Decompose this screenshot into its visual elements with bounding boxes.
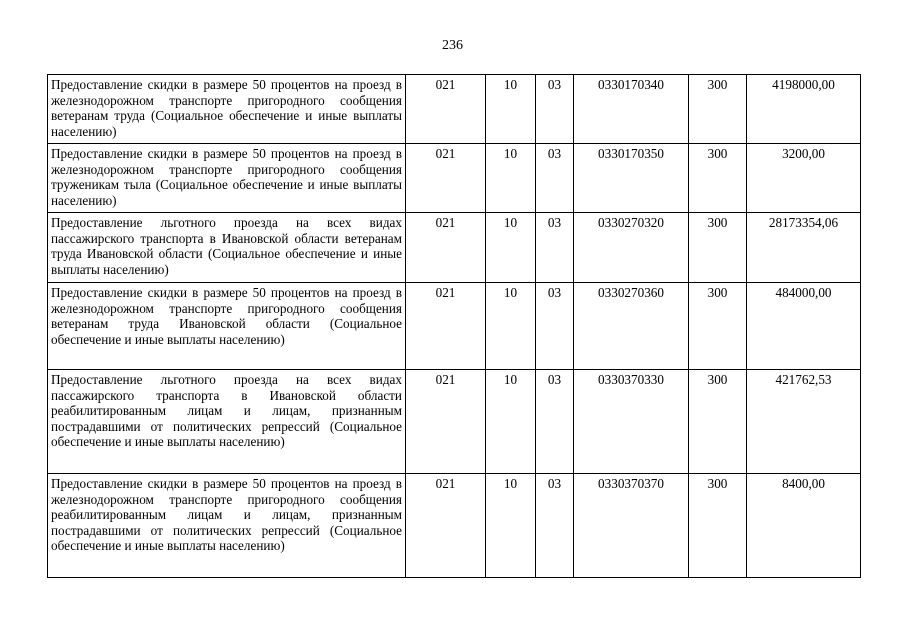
- subsection-code-cell: 03: [536, 474, 574, 578]
- ministry-code-cell: 021: [406, 213, 486, 283]
- expense-type-cell: 300: [689, 283, 747, 370]
- subsection-code-cell: 03: [536, 283, 574, 370]
- target-code-cell: 0330370370: [574, 474, 689, 578]
- subsection-code-cell: 03: [536, 213, 574, 283]
- amount-cell: 484000,00: [747, 283, 861, 370]
- ministry-code-cell: 021: [406, 370, 486, 474]
- subsection-code-cell: 03: [536, 144, 574, 213]
- subsection-code-cell: 03: [536, 370, 574, 474]
- ministry-code-cell: 021: [406, 474, 486, 578]
- target-code-cell: 0330270360: [574, 283, 689, 370]
- ministry-code-cell: 021: [406, 144, 486, 213]
- table-row: [48, 283, 861, 370]
- expense-type-cell: 300: [689, 370, 747, 474]
- description-cell: Предоставление скидки в размере 50 процентов на проезд в железнодорожном транспорте пригородного сообщения ветеранам труда Ивановской области (Социальное обеспечение и иные выплаты населению): [48, 283, 406, 370]
- table-row: [48, 213, 861, 283]
- amount-cell: 4198000,00: [747, 75, 861, 144]
- description-cell: Предоставление скидки в размере 50 процентов на проезд в железнодорожном транспорте пригородного сообщения реабилитированным лицам и лицам, признанным пострадавшими от политических репрессий (Социальное обеспечение и иные выплаты населению): [48, 474, 406, 578]
- section-code-cell: 10: [486, 75, 536, 144]
- table-row: [48, 474, 861, 578]
- target-code-cell: 0330370330: [574, 370, 689, 474]
- amount-cell: 3200,00: [747, 144, 861, 213]
- amount-cell: 8400,00: [747, 474, 861, 578]
- amount-cell: 28173354,06: [747, 213, 861, 283]
- subsection-code-cell: 03: [536, 75, 574, 144]
- section-code-cell: 10: [486, 144, 536, 213]
- description-cell: Предоставление льготного проезда на всех видах пассажирского транспорта в Ивановской области реабилитированным лицам и лицам, признанным пострадавшими от политических репрессий (Социальное обеспечение и иные выплаты населению): [48, 370, 406, 474]
- target-code-cell: 0330270320: [574, 213, 689, 283]
- target-code-cell: 0330170350: [574, 144, 689, 213]
- page-number: 236: [442, 38, 463, 53]
- description-cell: Предоставление скидки в размере 50 процентов на проезд в железнодорожном транспорте пригородного сообщения труженикам тыла (Социальное обеспечение и иные выплаты населению): [48, 144, 406, 213]
- section-code-cell: 10: [486, 474, 536, 578]
- table-row: [48, 370, 861, 474]
- amount-cell: 421762,53: [747, 370, 861, 474]
- description-cell: Предоставление льготного проезда на всех видах пассажирского транспорта в Ивановской области ветеранам труда Ивановской области (Социальное обеспечение и иные выплаты населению): [48, 213, 406, 283]
- expense-type-cell: 300: [689, 75, 747, 144]
- table-row: [48, 75, 861, 144]
- ministry-code-cell: 021: [406, 283, 486, 370]
- description-cell: Предоставление скидки в размере 50 процентов на проезд в железнодорожном транспорте пригородного сообщения ветеранам труда (Социальное обеспечение и иные выплаты населению): [48, 75, 406, 144]
- section-code-cell: 10: [486, 213, 536, 283]
- table-row: [48, 144, 861, 213]
- target-code-cell: 0330170340: [574, 75, 689, 144]
- ministry-code-cell: 021: [406, 75, 486, 144]
- expense-type-cell: 300: [689, 474, 747, 578]
- expense-type-cell: 300: [689, 144, 747, 213]
- expense-type-cell: 300: [689, 213, 747, 283]
- section-code-cell: 10: [486, 370, 536, 474]
- budget-table: [47, 74, 861, 578]
- section-code-cell: 10: [486, 283, 536, 370]
